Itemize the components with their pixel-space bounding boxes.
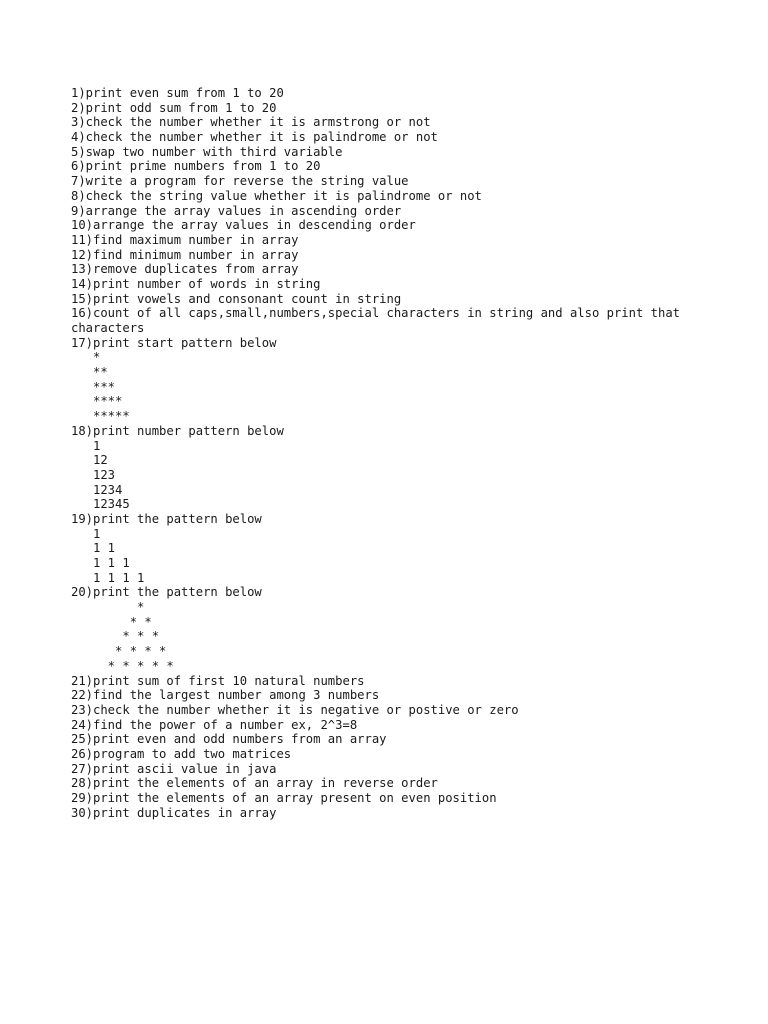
text-line: 27)print ascii value in java bbox=[71, 761, 277, 776]
text-line: 123 bbox=[71, 467, 116, 482]
text-line: 8)check the string value whether it is palindrome or not bbox=[71, 188, 482, 203]
text-line: 12345 bbox=[71, 497, 130, 512]
text-line: 16)count of all caps,small,numbers,special characters in string and also print that bbox=[71, 306, 681, 321]
text-line: * * bbox=[71, 614, 152, 629]
text-line: 26)program to add two matrices bbox=[71, 746, 292, 761]
text-line: 1 bbox=[71, 438, 101, 453]
text-line: 1)print even sum from 1 to 20 bbox=[71, 86, 284, 100]
text-line: 18)print number pattern below bbox=[71, 423, 284, 438]
text-line: 29)print the elements of an array present on even position bbox=[71, 791, 497, 805]
text-line: * * * * * bbox=[71, 658, 174, 673]
text-line: * * * bbox=[71, 629, 160, 644]
text-line: 5)swap two number with third variable bbox=[71, 144, 343, 159]
text-line: * bbox=[71, 600, 145, 615]
text-line: 13)remove duplicates from array bbox=[71, 262, 299, 277]
text-line: 3)check the number whether it is armstrong or not bbox=[71, 115, 431, 130]
text-line: 1 1 1 1 bbox=[71, 570, 145, 585]
text-line: ** bbox=[71, 365, 108, 380]
text-line: 15)print vowels and consonant count in string bbox=[71, 291, 402, 306]
text-line: 19)print the pattern below bbox=[71, 511, 262, 526]
text-line: 4)check the number whether it is palindrome or not bbox=[71, 130, 438, 145]
text-line: * * * * bbox=[71, 644, 167, 659]
text-line: 1 bbox=[71, 526, 101, 541]
text-line: 21)print sum of first 10 natural numbers bbox=[71, 673, 365, 688]
text-line: 7)write a program for reverse the string value bbox=[71, 174, 409, 189]
text-line: * bbox=[71, 350, 101, 365]
text-line: 30)print duplicates in array bbox=[71, 805, 277, 820]
text-line: 14)print number of words in string bbox=[71, 276, 321, 291]
text-line: *** bbox=[71, 379, 116, 394]
text-line: 9)arrange the array values in ascending order bbox=[71, 203, 402, 218]
text-line: 1 1 bbox=[71, 541, 116, 556]
text-line: **** bbox=[71, 394, 123, 409]
text-line: ***** bbox=[71, 409, 130, 424]
text-line: characters bbox=[71, 321, 145, 335]
text-line: 28)print the elements of an array in reverse order bbox=[71, 776, 438, 791]
text-line: 17)print start pattern below bbox=[71, 335, 277, 350]
text-line: 12 bbox=[71, 453, 108, 468]
text-line: 6)print prime numbers from 1 to 20 bbox=[71, 159, 321, 174]
text-line: 20)print the pattern below bbox=[71, 585, 262, 600]
text-line: 25)print even and odd numbers from an array bbox=[71, 732, 387, 747]
text-line: 2)print odd sum from 1 to 20 bbox=[71, 100, 277, 115]
document-body bbox=[71, 86, 711, 820]
text-line: 12)find minimum number in array bbox=[71, 247, 299, 262]
text-line: 1 1 1 bbox=[71, 556, 130, 570]
text-line: 10)arrange the array values in descending order bbox=[71, 218, 416, 233]
text-line: 22)find the largest number among 3 numbers bbox=[71, 688, 380, 703]
text-line: 24)find the power of a number ex, 2^3=8 bbox=[71, 717, 358, 732]
text-line: 1234 bbox=[71, 482, 123, 497]
text-line: 23)check the number whether it is negative or postive or zero bbox=[71, 702, 519, 717]
text-line: 11)find maximum number in array bbox=[71, 232, 299, 247]
